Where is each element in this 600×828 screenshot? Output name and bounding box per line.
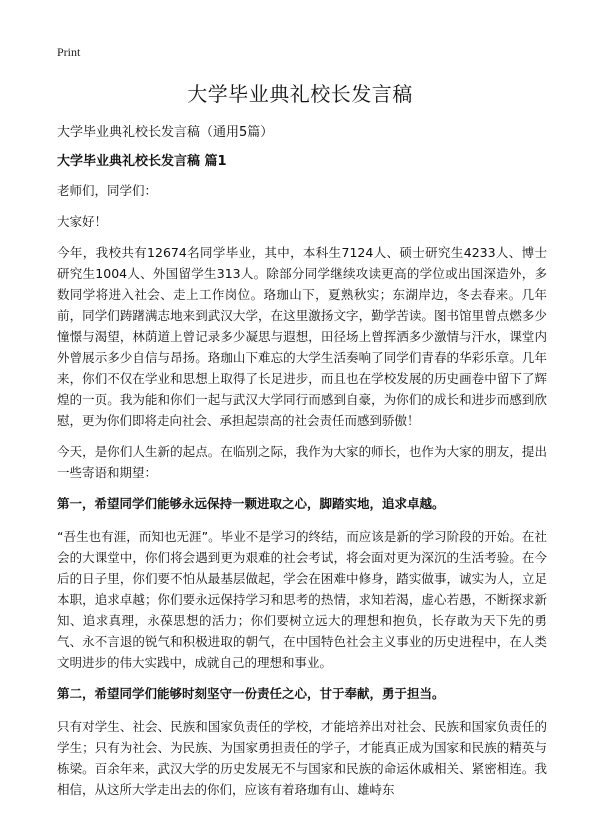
greeting: 大家好！ [57,214,108,229]
print-label: Print [57,45,81,59]
article-body [57,180,547,810]
document-subtitle: 大学毕业典礼校长发言稿（通用5篇） [57,125,274,140]
paragraph-point-one: “吾生也有涯，而知也无涯”。毕业不是学习的终结，而应该是新的学习阶段的开始。在社会的大课堂中，你们将会遇到更为艰难的社会考试，将会面对更为深沉的生活考验。在今后的日子里，你们要不怕从最基层做起，学会在困难中修身，踏实做事，诚实为人，立足本职，追求卓越；你们要永远保持学习和思考的热情，求知若渴，虚心若愚，不断探求新知、追求真理，永葆思想的活力；你们要树立远大的理想和抱负，长存敢为天下先的勇气、永不言退的锐气和积极进取的朝气，在中国特色社会主义事业的历史进程中，在人类文明进步的伟大实践中，成就自己的理想和事业。 [57,529,547,670]
paragraph-farewell: 今天，是你们人生新的起点。在临别之际，我作为大家的师长，也作为大家的朋友，提出一些寄语和期望： [57,444,547,480]
paragraph-intro: 今年，我校共有12674名同学毕业，其中，本科生7124人、硕士研究生4233人、博士研究生1004人、外国留学生313人。除部分同学继续攻读更高的学位或出国深造外，多数同学将进入社会、走上工作岗位。珞珈山下，夏熟秋实；东湖岸边，冬去春来。几年前，同学们踌躇满志地来到武汉大学，在这里激扬文字，勤学苦读。图书馆里曾点燃多少憧憬与渴望，林荫道上曾记录多少凝思与遐想，田径场上曾挥洒多少激情与汗水，课堂内外曾展示多少自信与昂扬。珞珈山下难忘的大学生活奏响了同学们青春的华彩乐章。几年来，你们不仅在学业和思想上取得了长足进步，而且也在学校发展的历史画卷中留下了辉煌的一页。我为能和你们一起与武汉大学同行而感到自豪，为你们的成长和进步而感到欣慰，更为你们即将走向社会、承担起崇高的社会责任而感到骄傲！ [57,245,547,428]
document-title: 大学毕业典礼校长发言稿 [187,82,413,106]
point-one-heading: 第一，希望同学们能够永远保持一颗进取之心，脚踏实地，追求卓越。 [57,496,445,511]
salutation: 老师们，同学们： [57,183,158,198]
paragraph-point-two: 只有对学生、社会、民族和国家负责任的学校，才能培养出对社会、民族和国家负责任的学生；只有为社会、为民族、为国家勇担责任的学子，才能真正成为国家和民族的精英与栋梁。百余年来，武汉大学的历史发展无不与国家和民族的命运休戚相关、紧密相连。我相信，从这所大学走出去的你们，应该有着珞珈有山、雄峙东 [57,719,547,797]
point-two-heading: 第二，希望同学们能够时刻坚守一份责任之心，甘于奉献，勇于担当。 [57,686,445,701]
article-heading: 大学毕业典礼校长发言稿 篇1 [57,154,227,169]
